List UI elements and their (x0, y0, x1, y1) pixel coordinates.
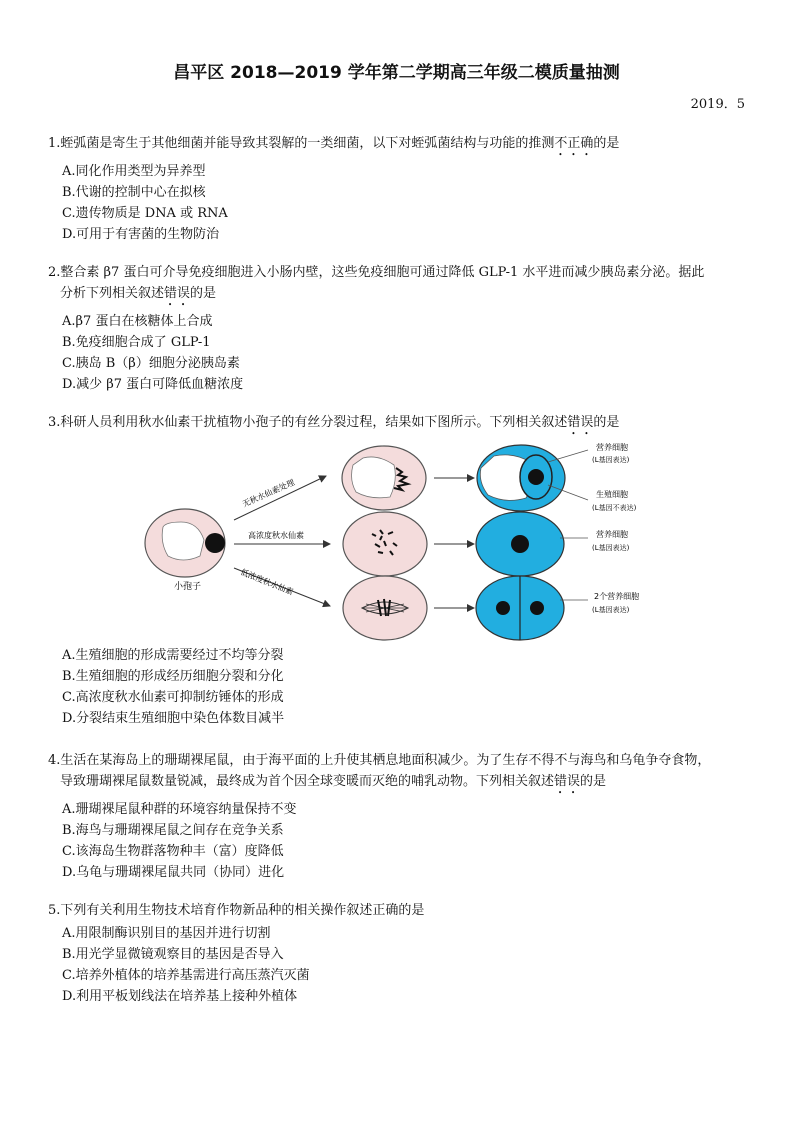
option-d: D.可用于有害菌的生物防治 (62, 227, 220, 242)
question-5 (48, 900, 758, 1007)
microspore-division-figure (48, 440, 748, 645)
option-c: C.该海岛生物群落物种丰（富）度降低 (62, 844, 284, 859)
label-vegetative-cell-2: 营养细胞 (596, 530, 628, 539)
option-a: A.β7 蛋白在核糖体上合成 (62, 314, 213, 329)
option-list (62, 161, 758, 245)
label-two-vegetative-cells: 2个营养细胞 (594, 592, 640, 601)
microspore-label: 小孢子 (174, 582, 202, 592)
question-3-options (48, 645, 758, 729)
microspore-cell (145, 509, 225, 577)
option-a: A.同化作用类型为异养型 (62, 164, 206, 179)
emphasis: 错误 (567, 415, 594, 430)
arrow-label-high: 高浓度秋水仙素 (248, 531, 304, 540)
label-generative-cell: 生殖细胞 (596, 490, 628, 499)
row3-result-cell (476, 576, 564, 640)
row1-dividing-cell (342, 446, 426, 510)
label-vegetative-cell: 营养细胞 (596, 443, 628, 452)
label-l-gene-expressed-3: (L基因表达) (592, 606, 630, 614)
question-2-stem: 2.整合素 β7 蛋白可介导免疫细胞进入小肠内壁，这些免疫细胞可通过降低 GLP-1 水平进而减少胰岛素分泌。据此 分析下列相关叙述错误的是 (48, 265, 705, 301)
row3-spindle-cell (343, 576, 427, 640)
label-l-gene-expressed: (L基因表达) (592, 456, 630, 464)
question-4-stem: 4.生活在某海岛上的珊瑚裸尾鼠，由于海平面的上升使其栖息地面积减少。为了生存不得不与海鸟和乌龟争夺食物， 导致珊瑚裸尾鼠数量锐减，最终成为首个因全球变暖而灭绝的哺乳动物。下列相关叙述错误的是 (48, 753, 711, 789)
emphasis: 错误 (164, 286, 191, 301)
option-list (62, 799, 758, 883)
question-1 (48, 133, 758, 245)
option-b: B.用光学显微镜观察目的基因是否导入 (62, 947, 284, 962)
exam-date: 2019．5 (690, 97, 745, 112)
row1-result-cell (477, 445, 565, 511)
option-c: C.遗传物质是 DNA 或 RNA (62, 206, 228, 221)
emphasis: 不正确 (554, 136, 594, 151)
option-a: A.生殖细胞的形成需要经过不均等分裂 (62, 648, 284, 663)
option-b: B.代谢的控制中心在拟核 (62, 185, 206, 200)
question-1-stem: 1.蛭弧菌是寄生于其他细菌并能导致其裂解的一类细菌，以下对蛭弧菌结构与功能的推测不正确的是 (48, 136, 620, 151)
option-c: C.胰岛 B（β）细胞分泌胰岛素 (62, 356, 240, 371)
option-a: A.珊瑚裸尾鼠种群的环境容纳量保持不变 (62, 802, 297, 817)
option-list (62, 311, 758, 395)
label-l-gene-expressed-2: (L基因表达) (592, 544, 630, 552)
row2-arrested-cell (343, 512, 427, 576)
option-d: D.利用平板划线法在培养基上接种外植体 (62, 989, 298, 1004)
option-b: B.免疫细胞合成了 GLP-1 (62, 335, 211, 350)
arrow-label-low: 低浓度秋水仙素 (239, 567, 295, 597)
question-3 (48, 412, 758, 438)
question-5-stem: 5.下列有关利用生物技术培育作物新品种的相关操作叙述正确的是 (48, 903, 425, 918)
question-3-stem: 3.科研人员利用秋水仙素干扰植物小孢子的有丝分裂过程，结果如下图所示。下列相关叙述错误的是 (48, 415, 620, 430)
option-c: C.高浓度秋水仙素可抑制纺锤体的形成 (62, 690, 284, 705)
option-c: C.培养外植体的培养基需进行高压蒸汽灭菌 (62, 968, 310, 983)
label-l-gene-not-expressed: (L基因不表达) (592, 504, 637, 512)
exam-title: 昌平区 2018—2019 学年第二学期高三年级二模质量抽测 (173, 63, 620, 83)
option-d: D.减少 β7 蛋白可降低血糖浓度 (62, 377, 244, 392)
row2-result-cell (476, 512, 564, 576)
option-b: B.海鸟与珊瑚裸尾鼠之间存在竞争关系 (62, 823, 284, 838)
arrow-label-none: 无秋水仙素处理 (241, 477, 296, 509)
option-list (62, 923, 758, 1007)
option-d: D.分裂结束生殖细胞中染色体数目减半 (62, 711, 285, 726)
option-d: D.乌龟与珊瑚裸尾鼠共同（协同）进化 (62, 865, 285, 880)
question-2 (48, 262, 758, 395)
emphasis: 错误 (554, 774, 581, 789)
option-a: A.用限制酶识别目的基因并进行切割 (62, 926, 271, 941)
option-b: B.生殖细胞的形成经历细胞分裂和分化 (62, 669, 284, 684)
question-4 (48, 750, 758, 883)
option-list (62, 645, 758, 729)
